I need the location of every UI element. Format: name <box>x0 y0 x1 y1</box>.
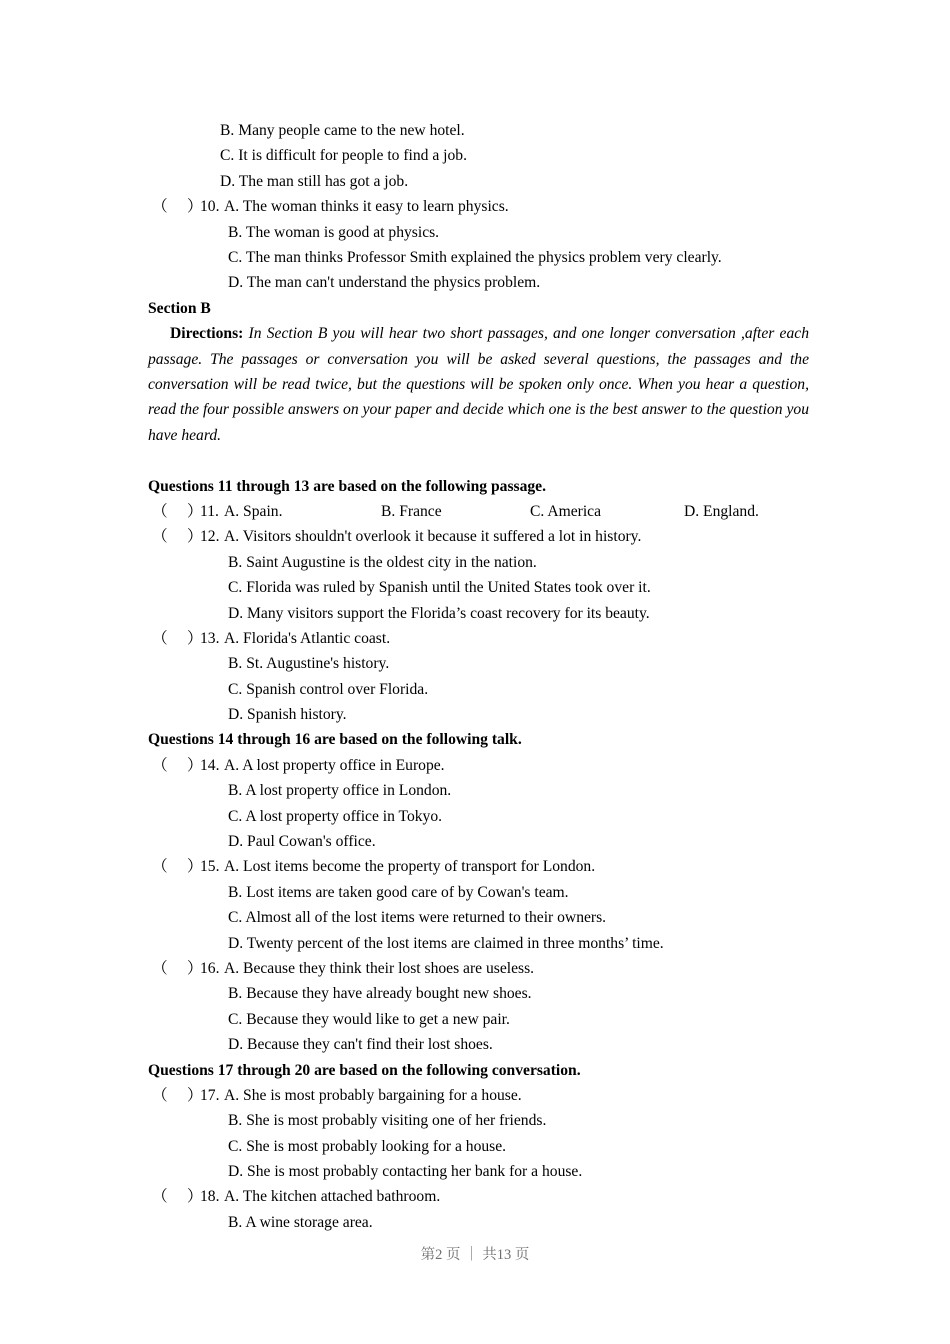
page-footer: 第2 页 ｜ 共13 页 <box>420 1247 530 1263</box>
option-line: B. A lost property office in London. <box>228 782 452 800</box>
option-a: A. Lost items become the property of transport for London. <box>224 858 596 876</box>
question-row-12[interactable] <box>148 524 808 549</box>
option-line: C. It is difficult for people to find a job. <box>220 147 468 165</box>
question-row-16[interactable] <box>148 956 808 981</box>
option-a: A. The woman thinks it easy to learn physics. <box>224 198 509 216</box>
option-line: D. Spanish history. <box>228 706 347 724</box>
answer-bracket-close: ） <box>187 528 203 546</box>
group-heading-14-16: Questions 14 through 16 are based on the following talk. <box>148 731 522 749</box>
answer-bracket-close: ） <box>187 1188 203 1206</box>
question-number: 15. <box>200 858 220 876</box>
option-line: D. The man still has got a job. <box>220 172 409 190</box>
question-number: 13. <box>200 629 220 647</box>
directions-text: In Section B you will hear two short passages, and one longer conversation ,after each passage. The passages or conversation you will be asked several questions, the passages and the conversation will be read twice, but the questions will be spoken only once. When you hear a question, read the four possible answers on your paper and decide which one is the best answer to the question you have heard. <box>148 325 809 444</box>
option-line: B. Saint Augustine is the oldest city in the nation. <box>228 553 537 571</box>
answer-bracket-open: （ <box>152 858 168 876</box>
question-row-17[interactable] <box>148 1083 808 1108</box>
section-heading-b: Section B <box>148 299 211 317</box>
directions-label: Directions: <box>170 325 244 343</box>
option-line: B. The woman is good at physics. <box>228 223 440 241</box>
option-line: B. Lost items are taken good care of by Cowan's team. <box>228 883 569 901</box>
option-c: C. America <box>530 502 602 520</box>
answer-bracket-open: （ <box>152 1086 168 1104</box>
directions-paragraph <box>148 321 809 448</box>
option-line: B. She is most probably visiting one of her friends. <box>228 1112 547 1130</box>
question-row-15[interactable] <box>148 854 808 879</box>
option-line: C. Because they would like to get a new pair. <box>228 1010 510 1028</box>
group-heading-11-13: Questions 11 through 13 are based on the following passage. <box>148 477 546 495</box>
option-a: A. She is most probably bargaining for a house. <box>224 1086 522 1104</box>
page-content <box>148 118 808 1235</box>
option-a: A. The kitchen attached bathroom. <box>224 1188 441 1206</box>
question-number: 12. <box>200 528 220 546</box>
answer-bracket-open: （ <box>152 198 168 216</box>
option-line: D. Many visitors support the Florida’s coast recovery for its beauty. <box>228 604 650 622</box>
option-b: B. France <box>381 502 442 520</box>
question-number: 14. <box>200 756 220 774</box>
option-line: C. Almost all of the lost items were returned to their owners. <box>228 909 607 927</box>
question-number: 18. <box>200 1188 220 1206</box>
question-row-14[interactable] <box>148 753 808 778</box>
question-number: 17. <box>200 1086 220 1104</box>
option-line: D. The man can't understand the physics problem. <box>228 274 541 292</box>
option-line: D. Twenty percent of the lost items are claimed in three months’ time. <box>228 934 664 952</box>
answer-bracket-open: （ <box>152 528 168 546</box>
answer-bracket-close: ） <box>187 756 203 774</box>
option-a: A. Spain. <box>224 502 283 520</box>
option-line: D. She is most probably contacting her bank for a house. <box>228 1163 583 1181</box>
group-heading-17-20: Questions 17 through 20 are based on the following conversation. <box>148 1061 581 1079</box>
option-line: B. Because they have already bought new shoes. <box>228 985 532 1003</box>
answer-bracket-open: （ <box>152 959 168 977</box>
option-a: A. Florida's Atlantic coast. <box>224 629 391 647</box>
answer-bracket-close: ） <box>187 198 203 216</box>
option-line: B. St. Augustine's history. <box>228 655 390 673</box>
option-a: A. Because they think their lost shoes are useless. <box>224 959 535 977</box>
option-line: D. Paul Cowan's office. <box>228 833 376 851</box>
question-number: 11. <box>200 502 219 520</box>
option-d: D. England. <box>684 502 759 520</box>
option-line: D. Because they can't find their lost shoes. <box>228 1036 493 1054</box>
option-line: C. Spanish control over Florida. <box>228 680 429 698</box>
option-a: A. Visitors shouldn't overlook it because it suffered a lot in history. <box>224 528 642 546</box>
question-row-11[interactable] <box>148 499 808 524</box>
spacer-line <box>148 448 808 473</box>
option-line: C. The man thinks Professor Smith explained the physics problem very clearly. <box>228 248 722 266</box>
answer-bracket-close: ） <box>187 502 203 520</box>
option-line: B. A wine storage area. <box>228 1213 373 1231</box>
question-row-18[interactable] <box>148 1184 808 1209</box>
option-a: A. A lost property office in Europe. <box>224 756 445 774</box>
answer-bracket-open: （ <box>152 629 168 647</box>
question-number: 10. <box>200 198 220 216</box>
answer-bracket-close: ） <box>187 858 203 876</box>
answer-bracket-open: （ <box>152 756 168 774</box>
answer-bracket-open: （ <box>152 502 168 520</box>
answer-bracket-close: ） <box>187 629 203 647</box>
answer-bracket-close: ） <box>187 1086 203 1104</box>
question-number: 16. <box>200 959 220 977</box>
answer-bracket-close: ） <box>187 959 203 977</box>
question-row-10[interactable] <box>148 194 808 219</box>
option-line: C. Florida was ruled by Spanish until the United States took over it. <box>228 579 651 597</box>
option-line: C. A lost property office in Tokyo. <box>228 807 443 825</box>
option-line: B. Many people came to the new hotel. <box>220 122 465 139</box>
option-line: C. She is most probably looking for a house. <box>228 1137 507 1155</box>
answer-bracket-open: （ <box>152 1188 168 1206</box>
question-row-13[interactable] <box>148 626 808 651</box>
